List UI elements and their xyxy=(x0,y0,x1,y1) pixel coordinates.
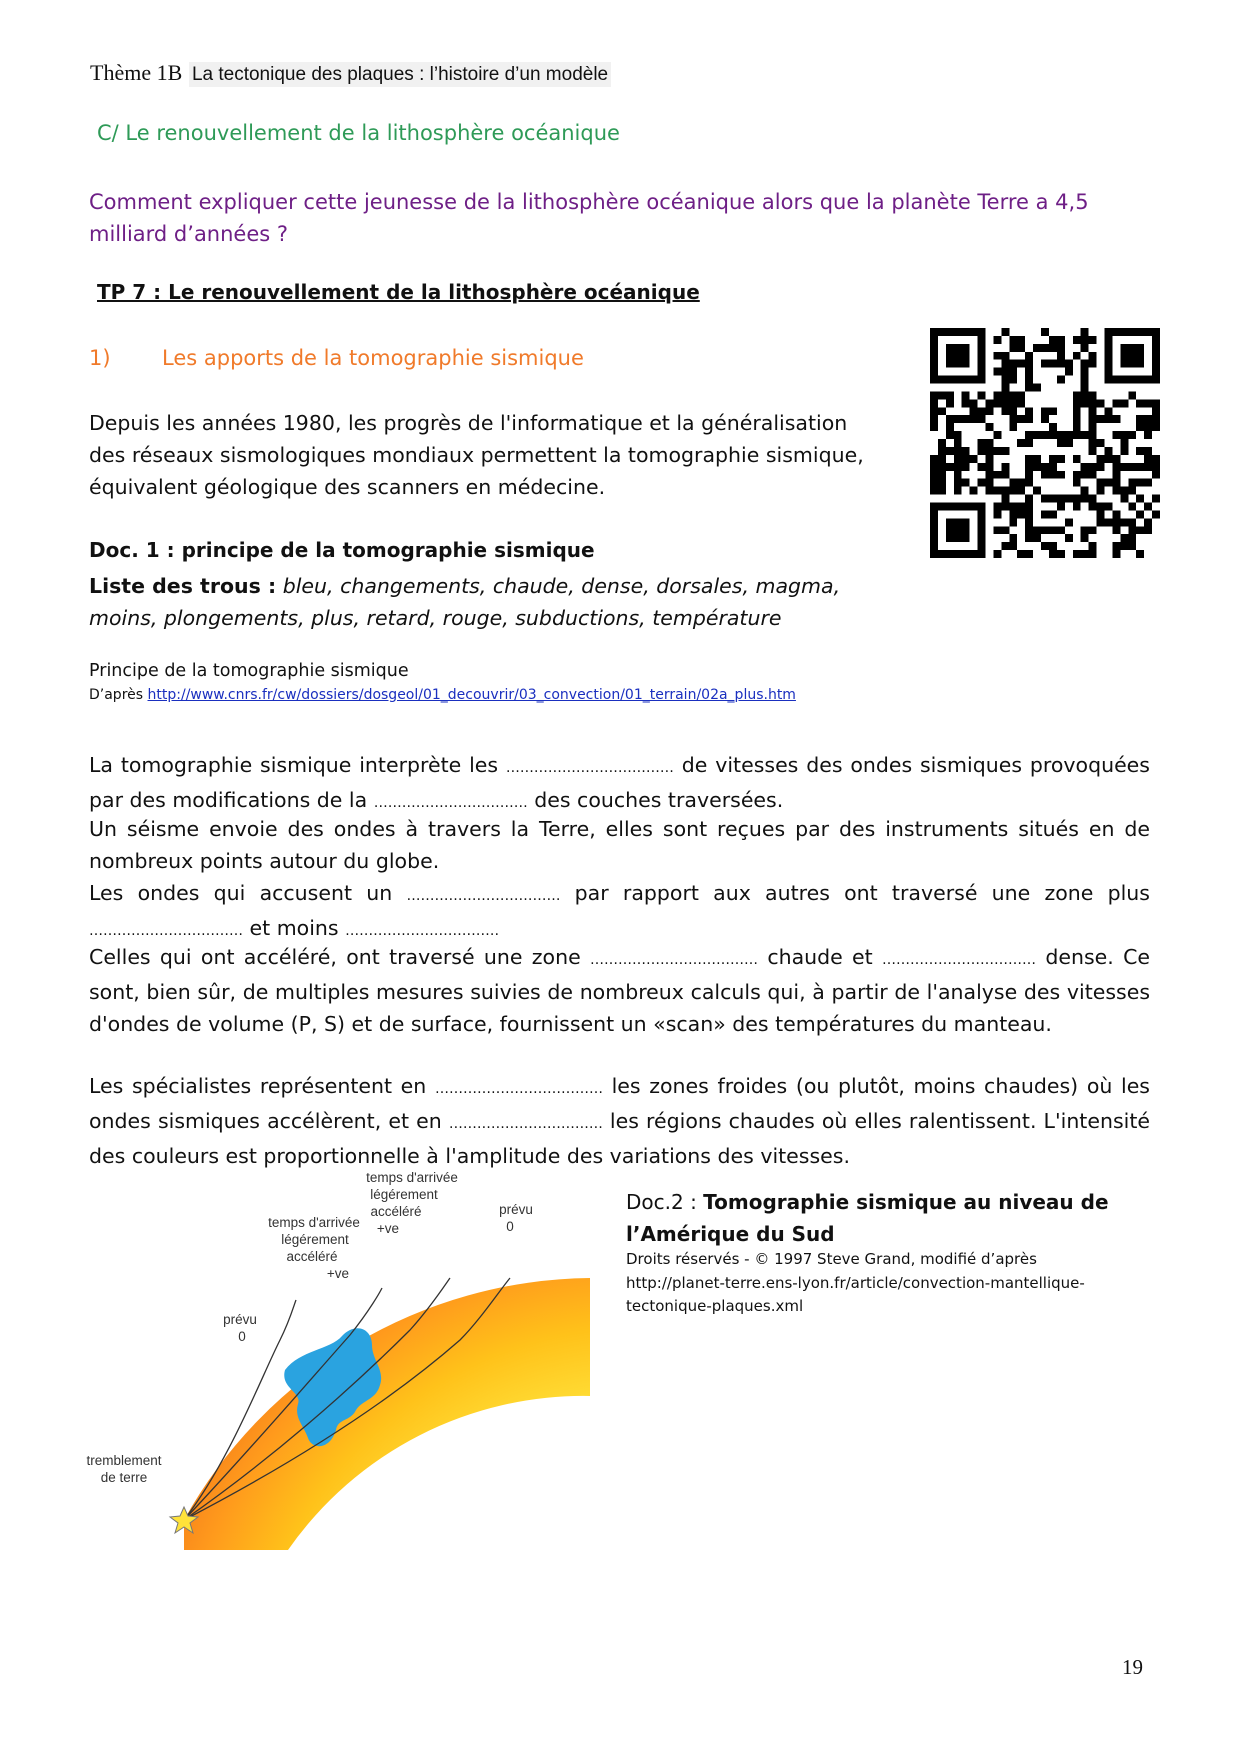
qr-code[interactable] xyxy=(930,328,1160,558)
part1-heading xyxy=(89,346,584,370)
tomography-diagram xyxy=(80,1160,620,1550)
blank[interactable]: ……………………………… xyxy=(434,1081,603,1097)
text-p1a: La tomographie sismique interprète les xyxy=(89,753,499,777)
label-left-3: accéléré xyxy=(286,1249,338,1264)
paragraph-2: Un séisme envoie des ondes à travers la Terre, elles sont reçues par des instruments situés en de nombreux points autour du globe. xyxy=(89,817,1150,873)
text-p1b: de vitesses des ondes sismiques provoquées par des modifications de la xyxy=(89,753,1150,812)
text-p3a: Les ondes qui accusent un xyxy=(89,881,393,905)
holes-list xyxy=(89,570,889,634)
blank[interactable]: ……………………………… xyxy=(505,760,674,776)
blank[interactable]: …………………………… xyxy=(406,888,561,904)
label-left-4: +ve xyxy=(326,1266,350,1281)
text-p4b: chaude et xyxy=(767,945,873,969)
problem-question: Comment expliquer cette jeunesse de la lithosphère océanique alors que la planète Terre a 4,5 milliard d’années ? xyxy=(89,190,1089,246)
label-quake-1: tremblement xyxy=(86,1453,162,1468)
doc2-credit-line1: Droits réservés - © 1997 Steve Grand, modifié d’après xyxy=(626,1250,1037,1268)
text-p3b: par rapport aux autres ont traversé une zone plus xyxy=(574,881,1150,905)
text-p5c: les régions chaudes où elles ralentissent. L'intensité des couleurs est proportionnelle à l'amplitude des variations des vitesses. xyxy=(89,1109,1150,1168)
text-p3c: et moins xyxy=(249,916,339,940)
source-link[interactable]: http://www.cnrs.fr/cw/dossiers/dosgeol/01_decouvrir/03_convection/01_terrain/02a_plus.htm xyxy=(147,687,796,703)
label-top-3: accéléré xyxy=(370,1204,422,1219)
paragraph-1 xyxy=(89,749,1150,819)
doc2-title: Tomographie sismique au niveau de l’Amérique du Sud xyxy=(626,1190,1109,1246)
label-top-4: +ve xyxy=(376,1221,400,1236)
text-p4c: dense. Ce sont, bien sûr, de multiples mesures suivies de nombreux calculs qui, à partir de l'analyse des vitesses d'ondes de volume (P, S) et de surface, fournissent un «scan» des températures du manteau. xyxy=(89,945,1150,1036)
holes-words: bleu, changements, chaude, dense, dorsales, magma, moins, plongements, plus, retard, rouge, subductions, température xyxy=(89,574,841,630)
principle-source xyxy=(89,687,796,703)
doc2-credit xyxy=(626,1248,1146,1319)
blank[interactable]: …………………………… xyxy=(448,1116,603,1132)
label-prevu-right-value: 0 xyxy=(506,1219,514,1234)
text-p5b: les zones froides (ou plutôt, moins chaudes) où les ondes sismiques accélèrent, et en xyxy=(89,1074,1150,1133)
label-left-1: temps d'arrivée xyxy=(268,1215,360,1230)
page-number: 19 xyxy=(1122,1655,1143,1679)
tp-title: TP 7 : Le renouvellement de la lithosphère océanique xyxy=(97,280,700,304)
label-prevu-left-value: 0 xyxy=(238,1329,246,1344)
intro-paragraph: Depuis les années 1980, les progrès de l'informatique et la généralisation des réseaux sismologiques mondiaux permettent la tomographie sismique, équivalent géologique des scanners en médecine. xyxy=(89,411,864,499)
section-c-heading: C/ Le renouvellement de la lithosphère océanique xyxy=(97,121,620,145)
paragraph-3 xyxy=(89,877,1150,947)
text-p4a: Celles qui ont accéléré, ont traversé une zone xyxy=(89,945,581,969)
doc2-credit-line2: http://planet-terre.ens-lyon.fr/article/convection-mantellique-tectonique-plaques.xml xyxy=(626,1273,1085,1315)
text-p1c: des couches traversées. xyxy=(534,788,784,812)
doc1-title: Doc. 1 : principe de la tomographie sismique xyxy=(89,538,595,562)
header-theme xyxy=(90,60,611,86)
text-p5a: Les spécialistes représentent en xyxy=(89,1074,427,1098)
label-top-1: temps d'arrivée xyxy=(366,1170,458,1185)
blank[interactable]: …………………………… xyxy=(882,952,1037,968)
paragraph-4 xyxy=(89,941,1150,1040)
label-prevu-left: prévu xyxy=(223,1312,257,1327)
part1-number: 1) xyxy=(89,346,111,370)
theme-label: Thème 1B xyxy=(90,60,183,85)
label-prevu-right: prévu xyxy=(499,1202,533,1217)
source-prefix: D’après xyxy=(89,687,144,703)
label-left-2: légérement xyxy=(281,1232,349,1247)
doc2-caption xyxy=(626,1186,1146,1250)
blank[interactable]: …………………………… xyxy=(373,795,528,811)
label-top-2: légérement xyxy=(370,1187,438,1202)
blank[interactable]: ……………………………… xyxy=(590,952,758,968)
theme-title: La tectonique des plaques : l’histoire d’un modèle xyxy=(189,62,611,87)
paragraph-5 xyxy=(89,1070,1150,1172)
holes-label: Liste des trous : xyxy=(89,574,277,598)
label-quake-2: de terre xyxy=(100,1470,148,1485)
blank[interactable]: …………………………… xyxy=(345,923,500,939)
doc2-prefix: Doc.2 : xyxy=(626,1190,697,1214)
part1-title: Les apports de la tomographie sismique xyxy=(162,346,584,370)
blank[interactable]: …………………………… xyxy=(89,923,243,939)
principle-title: Principe de la tomographie sismique xyxy=(89,661,409,681)
